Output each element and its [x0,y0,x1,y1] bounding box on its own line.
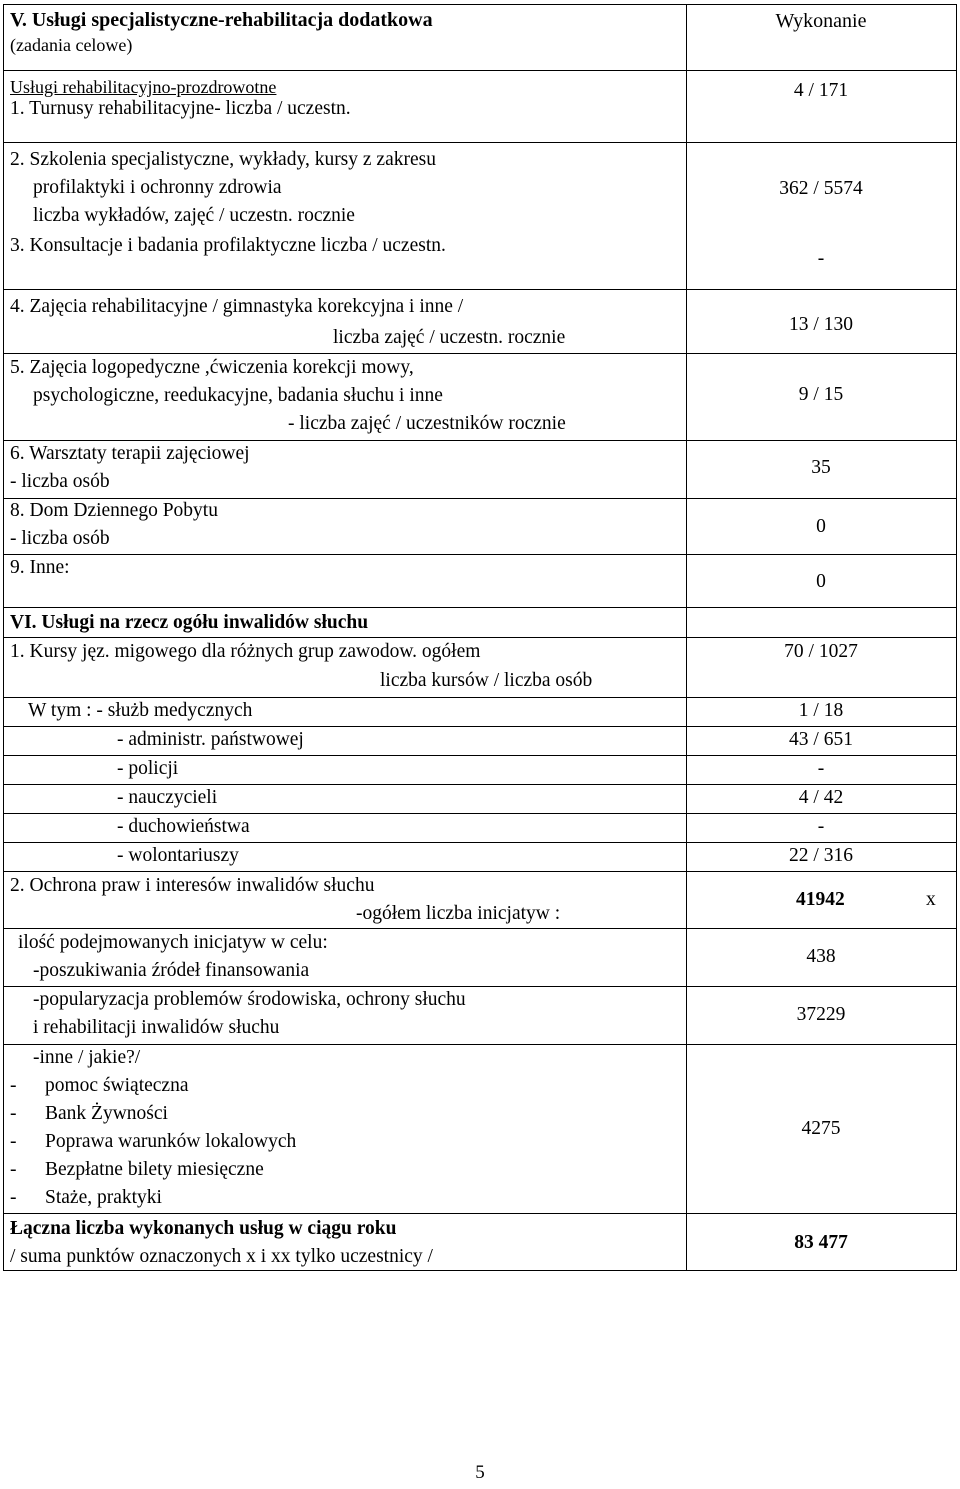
section-v-title: V. Usługi specjalistyczne-rehabilitacja dodatkowa [10,9,433,31]
row-line [3,842,957,843]
inne-dash: - [10,1103,17,1124]
row-line [3,607,957,608]
item-6-value: 35 [811,457,831,478]
table-border-top [3,4,957,5]
row-line [3,726,957,727]
section-v-subtitle: (zadania celowe) [10,35,133,55]
breakdown-duchowienstwa-label: - duchowieństwa [117,816,250,837]
row-line [3,289,957,290]
item-2-label-line3: liczba wykładów, zajęć / uczestn. rocznie [33,205,355,226]
inne-item-pomoc: pomoc świąteczna [45,1075,189,1096]
breakdown-medyczne-label: W tym : - służb medycznych [28,700,253,721]
column-header-wykonanie: Wykonanie [775,10,867,32]
breakdown-nauczycieli-value: 4 / 42 [798,787,844,808]
row-line [3,697,957,698]
group-heading: Usługi rehabilitacyjno-prozdrowotne [10,77,277,97]
row-line [3,353,957,354]
ochrona-label-line1: 2. Ochrona praw i interesów inwalidów słuchu [10,875,375,896]
breakdown-administr-value: 43 / 651 [789,729,853,750]
breakdown-medyczne-value: 1 / 18 [798,700,844,721]
item-5-value: 9 / 15 [798,384,844,405]
item-8-label-line1: 8. Dom Dziennego Pobytu [10,500,218,521]
inne-dash: - [10,1159,17,1180]
kursy-value: 70 / 1027 [784,641,858,662]
inne-dash: - [10,1131,17,1152]
breakdown-wolontariuszy-label: - wolontariuszy [117,845,239,866]
row-line [3,142,957,143]
inne-item-bank: Bank Żywności [45,1103,168,1124]
item-6-label-line1: 6. Warsztaty terapii zajęciowej [10,443,250,464]
section-vi-title: VI. Usługi na rzecz ogółu inwalidów słuchu [10,612,369,633]
item-5-label-line2: psychologiczne, reedukacyjne, badania słuchu i inne [33,385,443,406]
popularyzacja-value: 37229 [796,1004,846,1025]
breakdown-wolontariuszy-value: 22 / 316 [789,845,853,866]
row-line [3,1044,957,1045]
inne-heading: -inne / jakie?/ [33,1047,141,1068]
item-8-value: 0 [816,516,826,537]
inne-item-bilety: Bezpłatne bilety miesięczne [45,1159,264,1180]
row-line [3,986,957,987]
popularyzacja-label-line2: i rehabilitacji inwalidów słuchu [33,1017,280,1038]
inne-dash: - [10,1187,17,1208]
row-line [3,1213,957,1214]
ochrona-x-mark: x [926,889,936,910]
total-label-line1: Łączna liczba wykonanych usług w ciągu roku [10,1218,397,1239]
ochrona-label-line2: -ogółem liczba inicjatyw : [356,903,561,924]
item-9-value: 0 [816,571,826,592]
inicjatywy-value: 438 [806,946,836,967]
item-1-label: 1. Turnusy rehabilitacyjne- liczba / uczestn. [10,98,351,119]
breakdown-policji-value: - [817,758,825,779]
total-label-line2: / suma punktów oznaczonych x i xx tylko uczestnicy / [10,1246,433,1267]
inne-item-poprawa: Poprawa warunków lokalowych [45,1131,297,1152]
total-value: 83 477 [794,1232,848,1253]
row-line [3,871,957,872]
row-line [3,928,957,929]
item-4-label-line2: liczba zajęć / uczestn. rocznie [333,327,566,348]
item-1-value: 4 / 171 [793,80,849,101]
row-line [3,440,957,441]
inne-value: 4275 [801,1118,841,1139]
breakdown-duchowienstwa-value: - [817,816,825,837]
item-8-label-line2: - liczba osób [10,528,110,549]
item-3-value: - [817,248,825,269]
item-4-value: 13 / 130 [789,314,853,335]
page-number: 5 [475,1462,485,1483]
item-3-label: 3. Konsultacje i badania profilaktyczne liczba / uczestn. [10,235,446,256]
breakdown-policji-label: - policji [117,758,179,779]
inne-dash: - [10,1075,17,1096]
row-line [3,813,957,814]
item-5-label-line1: 5. Zajęcia logopedyczne ,ćwiczenia korekcji mowy, [10,357,414,378]
row-line [3,70,957,71]
inicjatywy-label-line2: -poszukiwania źródeł finansowania [33,960,310,981]
table-border-bottom [3,1270,957,1271]
item-4-label-line1: 4. Zajęcia rehabilitacyjne / gimnastyka korekcyjna i inne / [10,296,464,317]
item-9-label: 9. Inne: [10,557,70,578]
breakdown-administr-label: - administr. państwowej [117,729,304,750]
row-line [3,784,957,785]
inicjatywy-label-line1: ilość podejmowanych inicjatyw w celu: [18,932,328,953]
row-line [3,755,957,756]
kursy-label-line2: liczba kursów / liczba osób [380,670,593,691]
ochrona-value: 41942 [796,889,845,910]
kursy-label-line1: 1. Kursy jęz. migowego dla różnych grup zawodow. ogółem [10,641,481,662]
inne-item-staze: Staże, praktyki [45,1187,162,1208]
item-2-label-line2: profilaktyki i ochronny zdrowia [33,177,282,198]
item-5-label-line3: - liczba zajęć / uczestników rocznie [288,413,566,434]
item-2-value: 362 / 5574 [779,178,863,199]
row-line [3,554,957,555]
item-2-label-line1: 2. Szkolenia specjalistyczne, wykłady, kursy z zakresu [10,149,436,170]
popularyzacja-label-line1: -popularyzacja problemów środowiska, ochrony słuchu [33,989,466,1010]
breakdown-nauczycieli-label: - nauczycieli [117,787,218,808]
row-line [3,498,957,499]
row-line [3,637,957,638]
item-6-label-line2: - liczba osób [10,471,110,492]
